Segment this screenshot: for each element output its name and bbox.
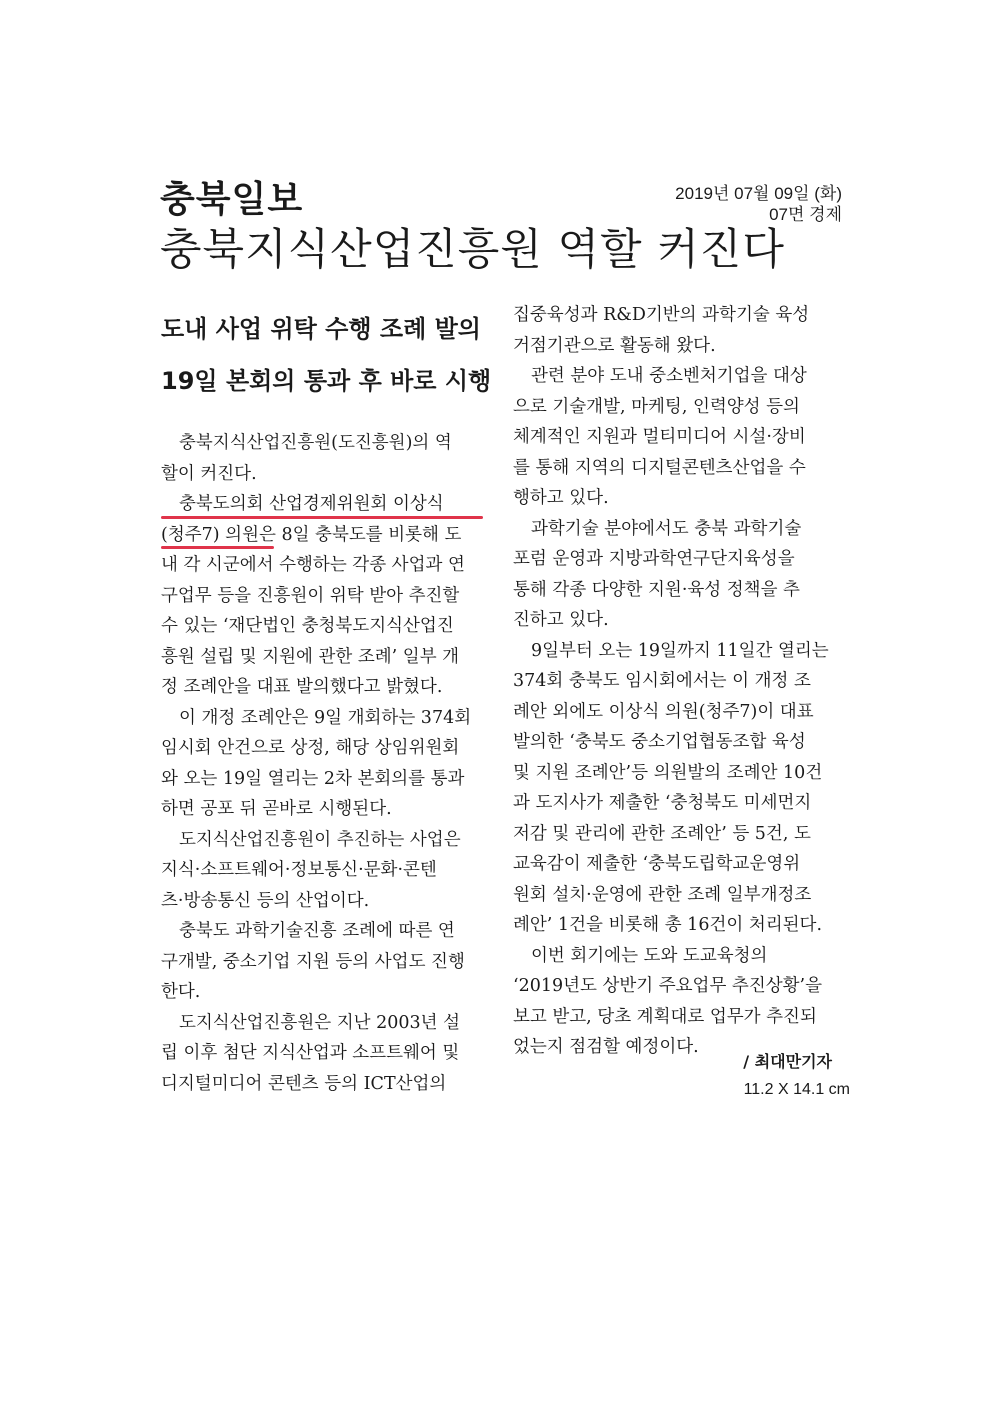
body-line: 디지털미디어 콘텐츠 등의 ICT산업의 [161,1073,447,1094]
body-line: 정 조례안을 대표 발의했다고 밝혔다. [161,677,443,697]
body-line: 립 이후 첨단 지식산업과 소프트웨어 및 [161,1043,460,1063]
body-line: 374회 충북도 임시회에서는 이 개정 조 [513,671,811,691]
body-line: 츠·방송통신 등의 산업이다. [161,890,370,911]
newspaper-name: 충북일보 [160,179,304,220]
body-line: 발의한 ‘충북도 중소기업협동조합 육성 [513,732,806,752]
byline: / 최대만기자 [743,1052,832,1071]
left-column-body [161,428,483,1099]
page-section: 07면 경제 [769,205,842,224]
body-line: 할이 커진다. [161,463,257,484]
body-line: 례안 외에도 이상식 의원(청주7)이 대표 [513,701,814,722]
body-line: 관련 분야 도내 중소벤처기업을 대상 [531,366,807,386]
body-line: 충북도의회 산업경제위원회 이상식 [179,494,444,514]
body-line: 9일부터 오는 19일까지 11일간 열리는 [531,640,829,661]
body-line: 구개발, 중소기업 지원 등의 사업도 진행 [161,951,465,972]
body-line: 지식·소프트웨어·정보통신·문화·콘텐 [161,860,437,880]
article-headline: 충북지식산업진흥원 역할 커진다 [160,225,785,275]
left-column [161,300,492,1099]
body-line: 체계적인 지원과 멀티미디어 시설·장비 [513,427,806,447]
body-line: 행하고 있다. [513,488,609,508]
body-line: 하면 공포 뒤 곧바로 시행된다. [161,799,392,819]
body-line: 구업무 등을 진흥원이 위탁 받아 추진할 [161,585,460,606]
body-line: 보고 받고, 당초 계획대로 업무가 추진되 [513,1006,817,1027]
clipping-size-note: 11.2 X 14.1 cm [743,1081,850,1098]
body-line: 으로 기술개발, 마케팅, 인력양성 등의 [513,396,800,417]
body-line: 수 있는 ‘재단법인 충청북도지식산업진 [161,616,454,636]
body-line: 도지식산업진흥원은 지난 2003년 설 [179,1012,460,1033]
body-line: 통해 각종 다양한 지원·육성 정책을 추 [513,579,800,600]
body-line: 충북지식산업진흥원(도진흥원)의 역 [179,433,452,453]
body-line: 과학기술 분야에서도 충북 과학기술 [531,518,802,539]
right-column [513,300,833,1063]
body-line: 도지식산업진흥원이 추진하는 사업은 [179,829,461,850]
body-line: 원회 설치·운영에 관한 조례 일부개정조 [513,884,812,905]
body-line: 이 개정 조례안은 9일 개회하는 374회 [179,707,472,728]
body-line: 와 오는 19일 열리는 2차 본회의를 통과 [161,768,465,789]
body-line: 진하고 있다. [513,610,609,630]
body-line: 흥원 설립 및 지원에 관한 조례’ 일부 개 [161,646,460,667]
highlight-underline-1 [161,516,483,519]
body-line: 한다. [161,982,201,1002]
body-line: 었는지 점검할 예정이다. [513,1037,699,1057]
body-line: (청주7) 의원은 8일 충북도를 비롯해 도 [161,524,462,545]
body-line: 임시회 안건으로 상정, 해당 상임위원회 [161,738,460,758]
highlight-underline-2 [161,546,274,549]
body-line: 내 각 시군에서 수행하는 각종 사업과 연 [161,555,465,575]
body-line: 충북도 과학기술진흥 조례에 따른 연 [179,921,455,941]
body-line: 집중육성과 R&D기반의 과학기술 육성 [513,305,810,325]
body-line: 포럼 운영과 지방과학연구단지육성을 [513,549,795,569]
body-line: 례안’ 1건을 비롯해 총 16건이 처리된다. [513,915,823,935]
body-line: 이번 회기에는 도와 도교육청의 [531,945,768,966]
subheadline-line-2: 19일 본회의 통과 후 바로 시행 [161,367,492,395]
body-line: 를 통해 지역의 디지털콘텐츠산업을 수 [513,457,806,478]
body-line: 저감 및 관리에 관한 조례안’ 등 5건, 도 [513,823,811,844]
body-line: 교육감이 제출한 ‘충북도립학교운영위 [513,854,801,874]
subheadline [161,306,492,404]
body-line: ‘2019년도 상반기 주요업무 추진상황’을 [513,976,823,996]
body-line: 및 지원 조례안’등 의원발의 조례안 10건 [513,762,823,783]
body-line: 거점기관으로 활동해 왔다. [513,335,716,356]
subheadline-line-1: 도내 사업 위탁 수행 조례 발의 [161,315,481,343]
body-line: 과 도지사가 제출한 ‘충청북도 미세먼지 [513,793,812,813]
right-column-body [513,300,833,1063]
publication-date: 2019년 07월 09일 (화) [675,184,842,203]
